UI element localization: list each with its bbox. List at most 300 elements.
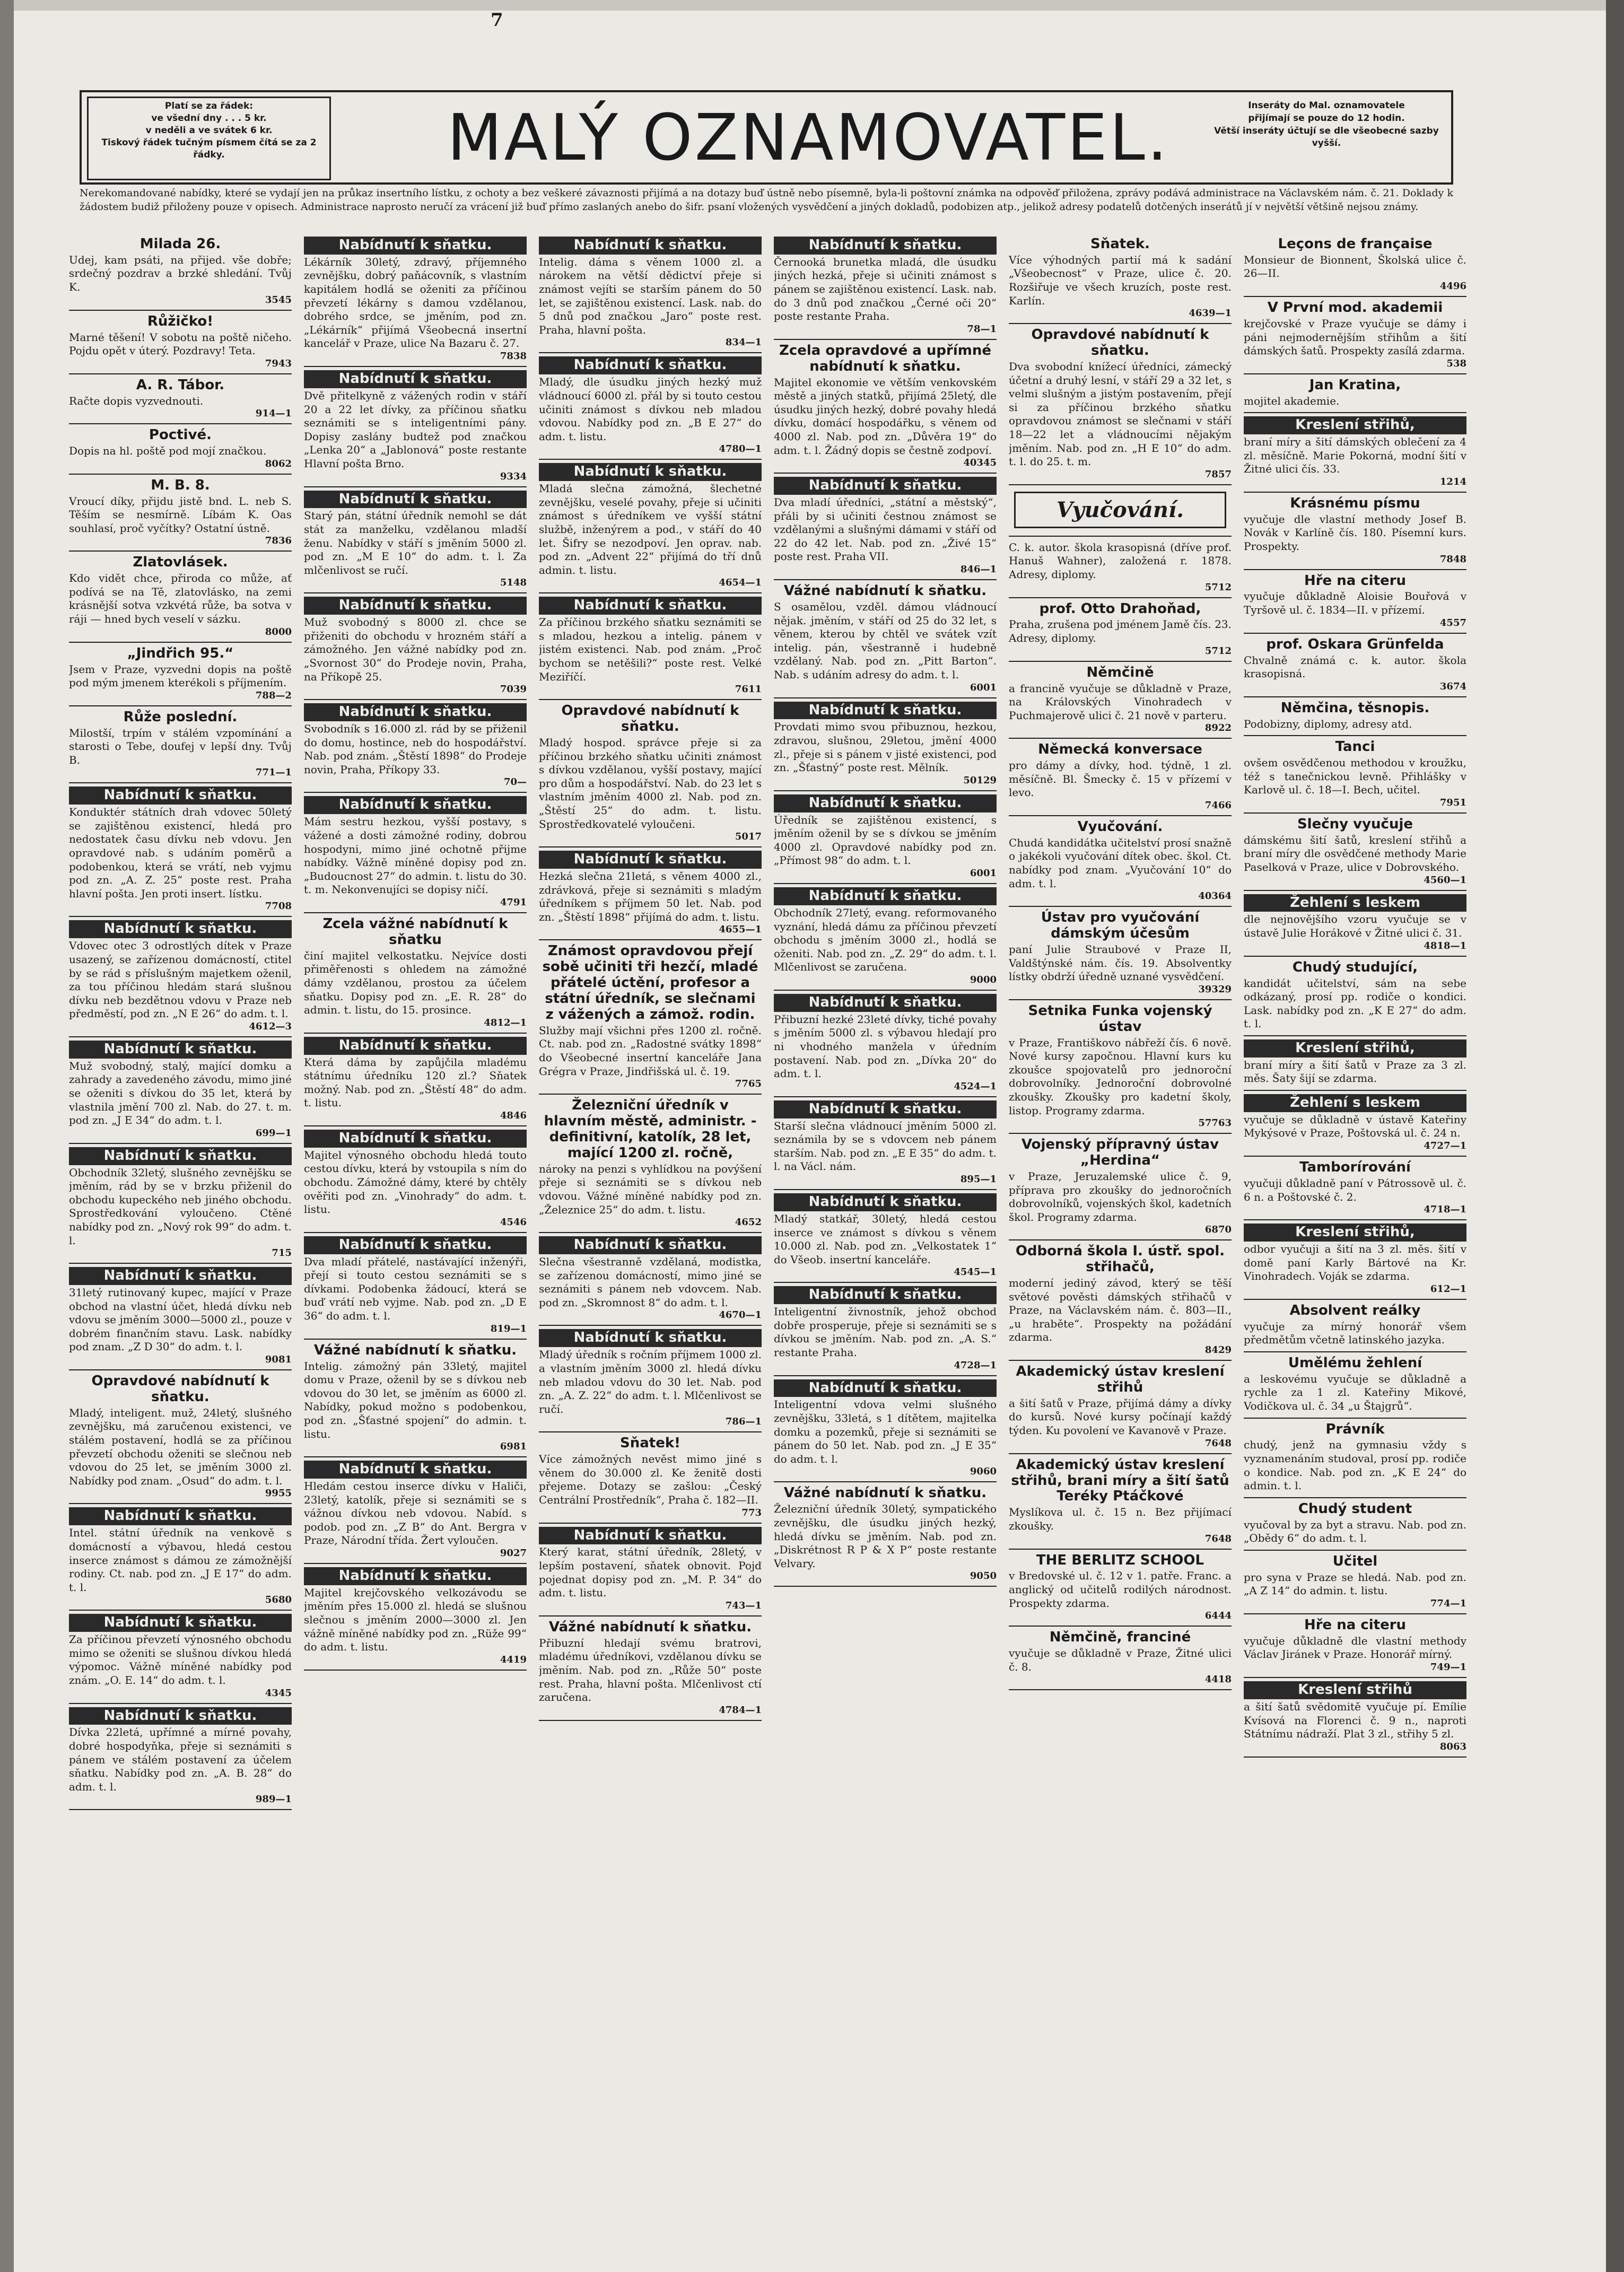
ad-heading: THE BERLITZ SCHOOL: [1036, 1552, 1204, 1568]
classified-ad: [1244, 1220, 1466, 1300]
classified-ad: [539, 593, 762, 700]
ad-heading: Kreslení střihů,: [1244, 416, 1466, 434]
ad-text: Dva mladí přátelé, nastávající inženýři, přejí si touto cestou seznámiti se s dívkami. Podobenka žádoucí, která se buď vrátí neb vyjme. Nab. pod zn. „D E 36“ do adm. t. l.: [304, 1255, 527, 1323]
classified-ad: [69, 783, 292, 917]
ad-heading: Němčině, franciné: [1049, 1629, 1191, 1646]
ad-heading: Nabídnutí k sňatku.: [69, 1267, 292, 1285]
masthead: [80, 90, 1453, 185]
ad-heading: Odborná škola I. ústř. spol. střihačů,: [1015, 1243, 1225, 1275]
ad-text: Dva svobodní knížecí úředníci, zámecký účetní a druhý lesní, v stáří 29 a 32 let, s velmi slušným a jistým postavením, přejí si za příčinou brzkého sňatku opravdovou známost se slečnami v stáří 18—22 let a vládnoucími nějakým jměním. Nab. pod zn. „H E 10“ do adm. t. l. do 25. t. m.: [1009, 360, 1232, 468]
ad-text: Železniční úředník 30letý, sympatického zevnějšku, dle úsudku jiných hezký, hledá dívku se jměním. Nab. pod zn. „Diskrétnost R P & X P“ poste restante Velvary.: [774, 1502, 997, 1570]
classified-ad: [1244, 1091, 1466, 1157]
ad-number: 4545—1: [954, 1266, 997, 1278]
ad-text: Inteligentní živnostník, jehož obchod dobře prosperuje, přeje si seznámiti se s dívkou se jměním. Nab. pod zn. „A. S.“ restante Praha.: [774, 1305, 997, 1359]
ad-heading: Nabídnutí k sňatku.: [69, 1041, 292, 1059]
classified-ad: [304, 487, 527, 594]
ad-text: Který karat, státní úředník, 28letý, v lepším postavení, sňatek obnovit. Pojď pojednat dopisy pod zn. „M. P. 34“ do adm. t. listu.: [539, 1545, 762, 1600]
page-number: 7: [491, 10, 503, 31]
classified-ad: [69, 1144, 292, 1264]
classified-ad: [69, 233, 292, 311]
classified-ad: [304, 793, 527, 913]
ad-text: Udej, kam psáti, na přijed. vše dobře; srdečný pozdrav a brzké shledání. Tvůj K.: [69, 253, 292, 294]
scan-edge-left: [0, 0, 14, 2272]
ad-heading: Nabídnutí k sňatku.: [774, 477, 997, 495]
ad-number: 9050: [970, 1570, 997, 1582]
ad-text: pro syna v Praze se hledá. Nab. pod zn. „A Z 14“ do admin. t. listu.: [1244, 1570, 1466, 1597]
pricing-box: [87, 97, 331, 180]
ad-number: 7838: [500, 351, 527, 362]
ad-number: 7648: [1204, 1533, 1232, 1544]
ad-number: 4655—1: [719, 924, 762, 936]
ad-text: Mladý hospod. správce přeje si za příčinou brzkého sňatku učiniti známost s dívkou vzdělanou, vyšší postavy, mající pro dům a hospodářství. Nab. do 23 let s vlastním jměním 4000 zl. Nab. pod zn. „Štěstí 25“ do adm. t. listu. Sprostředkovatelé vyloučeni.: [539, 736, 762, 831]
ad-number: 773: [741, 1507, 762, 1518]
ad-text: Intelig. dáma s věnem 1000 zl. a nárokem na větší dědictví přeje si známost vejíti se starším pánem do 50 let, se zajištěnou existencí. Lask. nab. do 5 dnů pod značkou „Jaro“ poste rest. Praha, hlavní pošta.: [539, 255, 762, 336]
ad-heading: Nabídnutí k sňatku.: [304, 796, 527, 814]
pricing-line: Platí se za řádek:: [164, 101, 254, 111]
ad-heading: Setnika Funka vojenský ústav: [1028, 1002, 1212, 1035]
ad-number: 538: [1446, 357, 1466, 369]
ad-heading: Nabídnutí k sňatku.: [774, 794, 997, 812]
ad-heading: Hře na citeru: [1304, 1616, 1407, 1633]
classified-ad: [69, 552, 292, 642]
ad-text: Úředník se zajištěnou existencí, s jměním oženil by se s dívkou se jměním 4000 zl. Opravdové nabídky pod zn. „Přímost 98“ do adm. t. l.: [774, 813, 997, 867]
ad-number: 6001: [970, 681, 997, 693]
classified-ad: [1009, 1361, 1232, 1454]
ad-number: 819—1: [490, 1323, 527, 1334]
ad-text: a šití šatů svědomitě vyučuje pí. Emílie Kvísová na Florenci č. 9 n., naproti Státnímu nádraží. Plat 3 zl., střihy 5 zl.: [1244, 1700, 1466, 1741]
classified-ad: [1244, 697, 1466, 736]
classified-ad: [1009, 662, 1232, 739]
ad-text: a francině vyučuje se důkladně v Praze, na Královských Vinohradech v Puchmajerově ulici č. 21 nově v parteru.: [1009, 681, 1232, 722]
ad-text: vyučuje dle vlastní methody Josef B. Novák v Karlíně čís. 180. Písemní kurs. Prospekty.: [1244, 512, 1466, 553]
ad-heading: Slečny vyučuje: [1297, 816, 1413, 832]
ad-heading: Zcela opravdové a upřímné nabídnutí k sňatku.: [779, 342, 991, 374]
column-6: [1244, 233, 1466, 2265]
classified-ad: [1244, 814, 1466, 891]
ad-heading: Nabídnutí k sňatku.: [774, 994, 997, 1012]
terms-line: Inseráty do Mal. oznamovatele: [1248, 100, 1405, 111]
ad-heading: Nabídnutí k sňatku.: [539, 597, 762, 615]
column-2: [304, 233, 527, 2265]
ad-text: vyučoval by za byt a stravu. Nab. pod zn. „Obědy 6“ do adm. t. l.: [1244, 1518, 1466, 1545]
pricing-line: v neděli a ve svátek 6 kr.: [145, 125, 273, 136]
ad-number: 989—1: [255, 1794, 292, 1805]
ad-number: 50129: [963, 774, 997, 786]
ad-number: 5017: [735, 831, 762, 843]
ad-text: ovšem osvědčenou methodou v kroužku, též s tanečnickou levně. Přihlášky v Karlově ul. č. 18—I. Bech, učitel.: [1244, 756, 1466, 797]
ad-number: 7708: [265, 901, 292, 912]
ad-text: moderní jediný závod, který se těší světové pověsti dámských střihačů v Praze, na Václavském nám. č. 803—II., „u hraběte“. Prospekty na požádání zdarma.: [1009, 1277, 1232, 1344]
ad-heading: Sňatek!: [620, 1435, 680, 1452]
classified-ad: [1009, 1000, 1232, 1134]
ad-text: Provdati mimo svou přibuznou, hezkou, zdravou, slušnou, 29letou, jmění 4000 zl., přeje si s pánem v jisté existenci, pod zn. „Šťastný“ poste rest. Mělník.: [774, 720, 997, 774]
notice-paragraph: Nerekomandované nabídky, které se vydají jen na průkaz insertního lístku, z ochoty a bez veškeré závaznosti přijímá a na dotazy buď ústně nebo písemně, byla-li poštovní známka na odpověď přiložena, zprávy podává administrace na Václavském nám. č. 21. Doklady k žádostem budiž přiloženy pouze v opisech. Administrace naprosto neručí za vrácení již buď přímo zaslaných anebo do šifr. psaní vložených vysvědčení a jiných dokladů, podobizen atp., jelikož adresy podatelů dotčených inserátů jí v největší většině nejsou známy.: [80, 187, 1453, 213]
ad-text: v Praze, Jeruzalemské ulice č. 9, příprava pro zkoušky do jednoročních dobrovolníků, vojenských škol, kadetních škol. Programy zdarma.: [1009, 1169, 1232, 1224]
ad-number: 749—1: [1430, 1662, 1466, 1673]
ad-heading: Nabídnutí k sňatku.: [304, 1236, 527, 1254]
classified-ad: [69, 475, 292, 552]
ad-text: Dvě přitelkyně z vážených rodin v stáří 20 a 22 let dívky, za příčinou sňatku seznámiti se s inteligentními pány. Dopisy zaslány budtež pod značkou „Lenka 20“ a „Jablonová“ poste restante Hlavní pošta Brno.: [304, 389, 527, 470]
ad-number: 7848: [1439, 553, 1466, 565]
ad-text: vyučuje se důkladně v ústavě Kateřiny Mykýsové v Praze, Poštovská ul. č. 24 n.: [1244, 1113, 1466, 1140]
ad-number: 3674: [1439, 680, 1466, 692]
ad-number: 4496: [1439, 281, 1466, 292]
ad-text: pro dámy a dívky, hod. týdně, 1 zl. měsíčně. Bl. Šmecky č. 15 v přízemí v levo.: [1009, 759, 1232, 799]
classified-ad: [304, 367, 527, 487]
ad-heading: Nabídnutí k sňatku.: [774, 237, 997, 255]
ad-text: vyučuji důkladně paní v Pátrossově ul. č. 6 n. a Poštovské č. 2.: [1244, 1176, 1466, 1203]
classified-ad: [539, 1432, 762, 1523]
ad-text: Více zámožných nevěst mimo jiné s věnem do 30.000 zl. Ke ženitě dosti přejeme. Dotazy se zašlou: „Český Centrální Prostředník“, Praha č. 182—II.: [539, 1453, 762, 1506]
ad-text: Více výhodných partií má k sadání „Všeobecnost“ v Praze, ulice č. 20. Rozšiřuje ve všech kruzích, poste rest. Karlín.: [1009, 253, 1232, 307]
ad-heading: Kreslení střihů: [1244, 1681, 1466, 1699]
ad-text: mojitel akademie.: [1244, 394, 1340, 407]
ad-text: Jsem v Praze, vyzvedni dopis na poště pod mým jmenem kterékoli s příjmením.: [69, 662, 292, 689]
ad-text: a šití šatů v Praze, přijímá dámy a dívky do kursů. Nové kursy počínají každý týden. Ku povolení ve Kavanově v Praze.: [1009, 1396, 1232, 1437]
ad-number: 7611: [735, 684, 762, 695]
terms-box: [1207, 97, 1446, 180]
classified-ad: [539, 940, 762, 1095]
ad-number: 57763: [1198, 1117, 1232, 1129]
ad-number: 4818—1: [1424, 940, 1466, 951]
ad-heading: Kreslení střihů,: [1244, 1039, 1466, 1058]
ad-text: Přibuzní hledají svému bratrovi, mladému úředníkovi, vzdělanou dívku se jměním. Nab. pod zn. „Růže 50“ poste rest. Praha, hlavní pošta. Mlčenlivost ctí zaručena.: [539, 1636, 762, 1704]
ad-heading: Nabídnutí k sňatku.: [304, 1130, 527, 1148]
classified-ad: [539, 700, 762, 847]
ad-number: 6870: [1204, 1224, 1232, 1236]
classified-ad: [1009, 1134, 1232, 1240]
ad-heading: Ústav pro vyučování dámským účesům: [1041, 910, 1200, 942]
ad-number: 8062: [265, 458, 292, 469]
ad-heading: Chudý student: [1298, 1500, 1412, 1517]
ad-text: Mám sestru hezkou, vyšší postavy, s vážené a dosti zámožné rodiny, dobrou hospodyni, mimo jiné ochotně přijme nabídky. Vážně míněné dopisy pod zn. „Budoucnost 27“ do admin. t. listu do 30. t. m. Nekonvenujíci se dopisy ničí.: [304, 815, 527, 896]
ad-heading: Nabídnutí k sňatku.: [774, 1379, 997, 1397]
classified-ad: [539, 1524, 762, 1616]
classified-ad: [1244, 1419, 1466, 1498]
ad-heading: Nabídnutí k sňatku.: [69, 1707, 292, 1725]
classified-ad: [304, 1340, 527, 1457]
classified-ad: [774, 1482, 997, 1587]
column-4: [774, 233, 997, 2265]
ad-text: Muž svobodný, stalý, mající domku a zahrady a zavedeného závodu, mimo jiné se oženiti s dívkou do 35 let, která by vlastnila jmění 700 zl. Nab. do 27. t. m. pod zn. „J E 34“ do adm. t. l.: [69, 1059, 292, 1127]
ad-heading: Učitel: [1332, 1553, 1378, 1569]
classified-ad: [1244, 634, 1466, 697]
ad-text: Dívka 22letá, upřímné a mírné povahy, dobré hospodyňka, přeje si seznámiti s pánem ve stálém postavení za účelem sňatku. Nabídky pod zn. „A. B. 28“ do adm. t. l.: [69, 1726, 292, 1793]
classified-ad: [1009, 485, 1232, 537]
ad-text: vyučuje důkladně Aloisie Bouřová v Tyršově ul. č. 1834—II. v přízemí.: [1244, 590, 1466, 617]
ad-number: 7765: [735, 1078, 762, 1090]
ad-number: 4728—1: [954, 1359, 997, 1371]
classified-ad: [539, 1616, 762, 1721]
ad-heading: Němčině: [1086, 664, 1154, 680]
terms-line: Větší inseráty účtují se dle všeobecné sazby vyšší.: [1214, 125, 1439, 149]
ad-heading: prof. Otto Drahoňad,: [1039, 600, 1201, 617]
ad-text: Milostší, trpím v stálém vzpomínání a starosti o Tebe, doufej v lepší dny. Tvůj B.: [69, 726, 292, 766]
ad-number: 4524—1: [954, 1080, 997, 1092]
classified-ad: [304, 1034, 527, 1126]
ad-number: 7943: [265, 357, 292, 369]
ad-number: 9060: [970, 1466, 997, 1478]
ad-text: krejčovské v Praze vyučuje se dámy i páni nejmodernějším střihům a šití dámských šatů. Prospekty zasílá zdarma.: [1244, 317, 1466, 357]
classified-ad: [1244, 1300, 1466, 1352]
ad-number: 699—1: [255, 1127, 292, 1139]
ad-heading: Jan Kratina,: [1309, 377, 1401, 393]
ad-text: Chudá kandidátka učitelství prosí snažně o jakékoli vyučování dítek obec. škol. Ct. nabídky pod znam. „Vyučování 10“ do adm. t. l.: [1009, 836, 1232, 890]
ad-number: 4557: [1439, 617, 1466, 628]
ad-number: 9000: [970, 974, 997, 985]
ad-heading: Nabídnutí k sňatku.: [304, 237, 527, 255]
ad-number: 612—1: [1430, 1283, 1466, 1295]
classified-ad: [1244, 233, 1466, 297]
ad-heading: „Jindřich 95.“: [127, 645, 234, 661]
ad-number: 4560—1: [1424, 874, 1466, 886]
ad-heading: Nabídnutí k sňatku.: [539, 463, 762, 481]
ad-number: 8922: [1204, 722, 1232, 734]
classified-ad: [69, 311, 292, 374]
classified-ad: [1009, 907, 1232, 1000]
ad-number: 4639—1: [1189, 308, 1232, 319]
ad-number: 4345: [265, 1687, 292, 1699]
ad-number: 7466: [1204, 800, 1232, 811]
ad-number: 771—1: [255, 767, 292, 779]
ad-text: Přibuzní hezké 23leté dívky, tiché povahy s jměním 5000 zl. s výbavou hledají pro ni vhodného manžela v úředním postavení. Nab. pod zn. „Dívka 20“ do adm. t. l.: [774, 1012, 997, 1080]
classified-ad: [1009, 537, 1232, 598]
ad-text: dle nejnovějšího vzoru vyučuje se v ústavě Julie Horákové v Žitné ulici č. 31.: [1244, 913, 1466, 940]
ad-number: 4654—1: [719, 577, 762, 589]
ad-number: 8063: [1439, 1741, 1466, 1752]
ad-heading: Nabídnutí k sňatku.: [69, 920, 292, 938]
ad-heading: Zlatovlásek.: [133, 554, 228, 571]
classified-ad: [69, 1504, 292, 1611]
ad-heading: Akademický ústav kreslení střihů: [1016, 1364, 1225, 1395]
ad-text: v Praze, Františkovo nábřeží čís. 6 nově. Nové kursy započnou. Hlavní kurs ku zkoušce spojovatelů pro jednoroční dobrovolníky. Jednoroční dobrovolné zkoušky. Zkoušky pro kadetní školy, listop. Programy zdarma.: [1009, 1036, 1232, 1117]
ad-number: 774—1: [1430, 1597, 1466, 1609]
ad-heading: Nabídnutí k sňatku.: [69, 1614, 292, 1632]
ad-heading: Němčina, těsnopis.: [1280, 700, 1430, 716]
ad-number: 6981: [500, 1441, 527, 1453]
ad-text: Račte dopis vyzvednouti.: [69, 394, 204, 407]
classified-ad: [69, 917, 292, 1037]
ad-heading: Nabídnutí k sňatku.: [69, 787, 292, 805]
classified-ad: [69, 1037, 292, 1144]
ad-number: 39329: [1198, 983, 1232, 995]
ad-heading: Poctivé.: [149, 427, 212, 443]
ad-columns: [69, 233, 1469, 2270]
ad-text: a leskovému vyučuje se důkladně a rychle za 1 zl. Kateřiny Mikové, Vodičkova ul. č. 34 „u Štajgrů“.: [1244, 1372, 1466, 1412]
ad-heading: A. R. Tábor.: [136, 377, 225, 393]
classified-ad: [774, 340, 997, 474]
ad-text: Černooká brunetka mladá, dle úsudku jiných hezká, přeje si učiniti známost s pánem se zajištěnou existencí. Lask. nab. do 3 dnů pod značkou „Černé oči 20“ poste restante Praha.: [774, 255, 997, 323]
classified-ad: [539, 1095, 762, 1233]
ad-heading: Umělému žehlení: [1288, 1355, 1422, 1371]
classified-ad: [1009, 598, 1232, 662]
classified-ad: [539, 847, 762, 940]
classified-ad: [1009, 324, 1232, 485]
ad-heading: Tamborírování: [1299, 1159, 1411, 1176]
ad-text: Dva mladí úředníci, „státní a městský“, přáli by si učiniti čestnou známost se vzdělanými a slušnými dámami v stáří od 22 do 42 let. Nab. pod zn. „Živé 15“ poste rest. Praha VII.: [774, 496, 997, 563]
ad-text: Mladý, inteligent. muž, 24letý, slušného zevnějšku, má zaručenou existenci, ve stálém postavení, hodlá se za příčinou převzetí obchodu oženiti se slečnou neb vdovou do 25 let, se jměním 3000 zl. Nabídky pod znam. „Osud“ do adm. t. l.: [69, 1406, 292, 1487]
ad-text: C. k. autor. škola krasopisná (dříve prof. Hanuš Wahner), založená r. 1878. Adresy, diplomy.: [1009, 540, 1232, 581]
ad-text: vyučuje důkladně dle vlastní methody Václav Jiránek v Praze. Honorář mírný.: [1244, 1634, 1466, 1661]
ad-heading: Nabídnutí k sňatku.: [774, 1193, 997, 1211]
ad-text: Podobizny, diplomy, adresy atd.: [1244, 717, 1412, 730]
ad-heading: Nabídnutí k sňatku.: [69, 1147, 292, 1165]
ad-heading: Zcela vážné nabídnutí k sňatku: [322, 915, 508, 948]
ad-number: 4791: [500, 896, 527, 908]
ad-heading: Nabídnutí k sňatku.: [774, 702, 997, 720]
ad-text: braní míry a šití dámských oblečení za 4 zl. měsíčně. Marie Pokorná, modní šití v Žitné ulici čís. 33.: [1244, 435, 1466, 476]
ad-heading: Nabídnutí k sňatku.: [539, 1527, 762, 1545]
ad-number: 5680: [265, 1594, 292, 1606]
classified-ad: [1009, 816, 1232, 907]
ad-text: Obchodník 27letý, evang. reformovaného vyznání, hledá dámu za příčinou převzetí obchodu s jměním 3000 zl., hodlá se oženiti. Nab. pod zn. „Z. 29“ do adm. t. l. Mlčenlivost se zaručena.: [774, 906, 997, 974]
ad-number: 9081: [265, 1354, 292, 1366]
ad-text: Mladý úředník s ročním příjmem 1000 zl. a vlastním jměním 3000 zl. hledá dívku neb mladou vdovu do 30 let. Nab. pod zn. „A. Z. 22“ do adm. t. l. Mlčenlivost se ručí.: [539, 1348, 762, 1415]
classified-ad: [69, 1370, 292, 1504]
classified-ad: [1009, 739, 1232, 816]
ad-text: Majitel ekonomie ve větším venkovském městě a jiných statků, přijímá 25letý, dle úsudku jiných hezký, dobré povahy hledá dívku, domácí hospodářku, s věnem od 4000 zl. Nab. pod zn. „Důvěra 19“ do adm. t. l. Žádný dopis se čestně zodpoví.: [774, 375, 997, 457]
classified-ad: [69, 1264, 292, 1370]
ad-text: Myslíkova ul. č. 15 n. Bez přijímací zkoušky.: [1009, 1506, 1232, 1532]
ad-text: nároky na penzi s vyhlídkou na povýšení přeje si seznámiti se s dívkou neb vdovou. Vážné míněné nabídky pod zn. „Železnice 25“ do adm. t. listu.: [539, 1162, 762, 1216]
ad-text: Starý pán, státní úředník nemohl se dát stát za manželku, vzdělanou mladší ženu. Nabídky v stáří s jměním 5000 zl. pod zn. „M E 10“ do adm. t. l. Za mlčenlivost se ručí.: [304, 509, 527, 576]
ad-number: 4652: [735, 1217, 762, 1228]
ad-heading: Nabídnutí k sňatku.: [304, 597, 527, 615]
ad-heading: prof. Oskara Grünfelda: [1266, 636, 1444, 652]
ad-number: 1214: [1439, 476, 1466, 487]
ad-heading: Nabídnutí k sňatku.: [539, 1329, 762, 1347]
ad-text: Muž svobodný s 8000 zl. chce se přiženiti do obchodu v hrozném stáří a zámožného. Jen vážné nabídky pod zn. „Svornost 30“ do Prodeje novin, Praha, na Příkopě 25.: [304, 616, 527, 683]
ad-heading: Nabídnutí k sňatku.: [304, 1567, 527, 1585]
ad-heading: Opravdové nabídnutí k sňatku.: [1031, 327, 1209, 359]
ad-heading: Žehlení s leskem: [1244, 894, 1466, 912]
ad-heading: Vyučování.: [1077, 819, 1163, 835]
ad-heading: Sňatek.: [1090, 236, 1150, 252]
ad-text: Která dáma by zapůjčila mladému státnímu úředníku 120 zl.? Sňatek možný. Nab. pod zn. „Štěstí 48“ do adm. t. listu.: [304, 1055, 527, 1109]
ad-number: 4419: [500, 1654, 527, 1665]
ad-number: 4718—1: [1424, 1204, 1466, 1216]
classified-ad: [774, 884, 997, 991]
classified-ad: [304, 1233, 527, 1340]
classified-ad: [1244, 374, 1466, 413]
ad-text: Starší slečna vládnoucí jměním 5000 zl. seznámila by se s vdovcem neb pánem starším. Nab. pod zn. „E E 35“ do adm. t. l. na Václ. nám.: [774, 1119, 997, 1173]
ad-heading: Německá konversace: [1038, 741, 1202, 758]
ad-text: Inteligentní vdova velmi slušného zevnějšku, 33letá, s 1 dítětem, majitelka domku a pozemků, přeje si seznámiti se pánem do 50 let. Nab. pod zn. „J E 35“ do adm. t. l.: [774, 1398, 997, 1465]
classified-ad: [1244, 493, 1466, 570]
classified-ad: [774, 991, 997, 1097]
classified-ad: [774, 580, 997, 698]
classified-ad: [304, 233, 527, 367]
classified-ad: [1244, 1352, 1466, 1419]
classified-ad: [304, 1126, 527, 1233]
ad-text: Intelig. zámožný pán 33letý, majitel domu v Praze, oženil by se s dívkou neb vdovou do 30 let, se jměním as 6000 zl. Nabídky, pokud možno s podobenkou, pod zn. „Šťastné spojení“ do admin. t. listu.: [304, 1359, 527, 1440]
classified-ad: [69, 643, 292, 706]
ad-text: Svobodník s 16.000 zl. rád by se přiženil do domu, hostince, neb do hospodářství. Nab. pod znám. „Štěstí 1898“ do Prodeje novin, Praha, Příkopy 33.: [304, 722, 527, 776]
ad-heading: Růžičko!: [147, 313, 214, 329]
ad-text: Praha, zrušena pod jménem Jamě čís. 23. Adresy, diplomy.: [1009, 618, 1232, 645]
ad-number: 4780—1: [719, 443, 762, 455]
ad-text: 31letý rutinovaný kupec, mající v Praze obchod na vlastní účet, hledá dívku neb vdovu se jměním 3000—5000 zl., pouze v dobrém finančním stavu. Lask. nabídky pod znam. „Z D 30“ do adm. t. l.: [69, 1286, 292, 1353]
ad-number: 914—1: [255, 408, 292, 420]
ad-text: Konduktér státních drah vdovec 50letý se zajištěnou existencí, hledá pro nedostatek času dívku neb vdovu. Jen opravdové nab. s udáním poměrů a podobenkou, která se vrátí, neb vyjmu pod zn. „A. Z. 25“ poste rest. Praha hlavní pošta. Jen proti insert. lístku.: [69, 806, 292, 900]
ad-text: Lékárník 30letý, zdravý, příjemného zevnějšku, dobrý paňácovník, s vlastním kapitálem hodlá se oženiti za příčinou převzetí lékárny s damou vzdělanou, dobrého srdce, se jměním, pod zn. „Lékárník“ přijímá Všeobecná insertní kancelář v Praze, ulice Na Bazaru č. 27.: [304, 255, 527, 350]
ad-text: Slečna všestranně vzdělaná, modistka, se zařízenou domácností, mimo jiné se seznámiti s pánem neb vdovcem. Nab. pod zn. „Skromnost 8“ do adm. t. l.: [539, 1255, 762, 1309]
ad-text: braní míry a šití šatů v Praze za 3 zl. měs. Šaty šijí se zdarma.: [1244, 1058, 1466, 1085]
classified-ad: [774, 1190, 997, 1283]
ad-number: 9334: [500, 470, 527, 482]
ad-text: Intel. státní úředník na venkově s domácností a výbavou, hledá cestou inserce známost s dámou ze zámožnější rodiny. Ct. nab. pod zn. „J E 17“ do adm. t. l.: [69, 1526, 292, 1594]
ad-number: 4812—1: [484, 1017, 527, 1028]
ad-number: 4418: [1204, 1674, 1232, 1685]
classified-ad: [1244, 413, 1466, 493]
masthead-title: MALÝ OZNAMOVATEL.: [447, 101, 1169, 175]
classified-ad: [1244, 570, 1466, 634]
ad-heading: Leçons de française: [1278, 236, 1433, 252]
ad-heading: Nabídnutí k sňatku.: [539, 1236, 762, 1254]
ad-text: Vdovec otec 3 odrostlých dítek v Praze usazený, se zařízenou domácností, ctitel by se rád s příslušným majetkem oženil, za tou příčinou hledám stará slušnou dívku neb bezdětnou vdovu v Praze neb předměstí, pod zn. „N E 26“ do adm. t. l.: [69, 939, 292, 1020]
classified-ad: [1244, 891, 1466, 957]
classified-ad: [1244, 1498, 1466, 1551]
ad-heading: M. B. 8.: [151, 477, 210, 493]
classified-ad: [774, 1283, 997, 1376]
ad-heading: Akademický ústav kreslení střihů, brani míry a šití šatů Teréky Ptáčkové: [1011, 1456, 1229, 1505]
classified-ad: [539, 1326, 762, 1432]
ad-text: dámskému šití šatů, kreslení střihů a braní míry dle osvědčené methody Marie Paselková v Praze, ulice v Dobrovského.: [1244, 833, 1466, 873]
ad-number: 7951: [1439, 797, 1466, 808]
ad-number: 7857: [1204, 468, 1232, 480]
ad-heading: Růže poslední.: [123, 709, 238, 725]
ad-heading: Nabídnutí k sňatku.: [539, 851, 762, 869]
classified-ad: [304, 700, 527, 793]
ad-text: chudý, jenž na gymnasiu vždy s vyznamenáním studoval, prosí pp. rodiče o kondice. Nab. pod zn. „K E 24“ do admin. t. l.: [1244, 1438, 1466, 1492]
ad-heading: Vážné nabídnutí k sňatku.: [313, 1342, 517, 1358]
ad-heading: Nabídnutí k sňatku.: [539, 237, 762, 255]
ad-text: Za příčinou převzetí výnosného obchodu mimo se oženiti se slušnou dívkou hledá výpomoc. Vážně míněné nabídky pod znám. „O. E. 14“ do adm. t. l.: [69, 1633, 292, 1686]
ad-number: 6001: [970, 868, 997, 879]
ad-heading: Opravdové nabídnutí k sňatku.: [561, 703, 739, 735]
classified-ad: [1244, 736, 1466, 814]
classified-ad: [69, 424, 292, 474]
classified-ad: [1244, 1678, 1466, 1758]
ad-number: 7648: [1204, 1437, 1232, 1449]
ad-number: 846—1: [960, 564, 997, 575]
ad-number: 5712: [1204, 645, 1232, 657]
ad-number: 743—1: [725, 1600, 762, 1611]
column-5: [1009, 233, 1232, 2265]
ad-heading: Nabídnutí k sňatku.: [304, 491, 527, 509]
classified-ad: [69, 374, 292, 424]
classified-ad: [539, 233, 762, 353]
ad-number: 8429: [1204, 1344, 1232, 1356]
classified-ad: [774, 233, 997, 340]
classified-ad: [1244, 1551, 1466, 1614]
ad-number: 786—1: [725, 1416, 762, 1428]
ad-heading: Nabídnutí k sňatku.: [774, 887, 997, 905]
ad-text: vyučuje se důkladně v Praze, Žitné ulici č. 8.: [1009, 1647, 1232, 1673]
ad-number: 40345: [963, 457, 997, 469]
ad-text: vyučuje za mírný honorář všem předmětům včetně latinského jazyka.: [1244, 1319, 1466, 1347]
classified-ad: [1009, 1454, 1232, 1550]
classified-ad: [1244, 297, 1466, 374]
ad-heading: Vážné nabídnutí k sňatku.: [548, 1619, 752, 1635]
ad-number: 6444: [1204, 1610, 1232, 1622]
classified-ad: [304, 913, 527, 1034]
classified-ad: [1244, 1036, 1466, 1091]
ad-text: Majitel krejčovského velkozávodu se jměním přes 15.000 zl. hledá se slušnou slečnou s jměním 2000—3000 zl. Jen vážně míněné nabídky pod zn. „Rüže 99“ do adm. t. listu.: [304, 1586, 527, 1654]
ad-heading: Nabídnutí k sňatku.: [304, 703, 527, 721]
ad-text: Mladá slečna zámožná, šlechetné zevnějšku, veselé povahy, přeje si učiniti známost s úředníkem ve vyšší státní službě, inženýrem a pod., v stáří do 40 let. Šifry se nezodpoví. Jen oprav. nab. pod zn. „Advent 22“ přijímá do tří dnů admin. t. listu.: [539, 482, 762, 576]
ad-heading: Krásnému písmu: [1290, 495, 1420, 511]
